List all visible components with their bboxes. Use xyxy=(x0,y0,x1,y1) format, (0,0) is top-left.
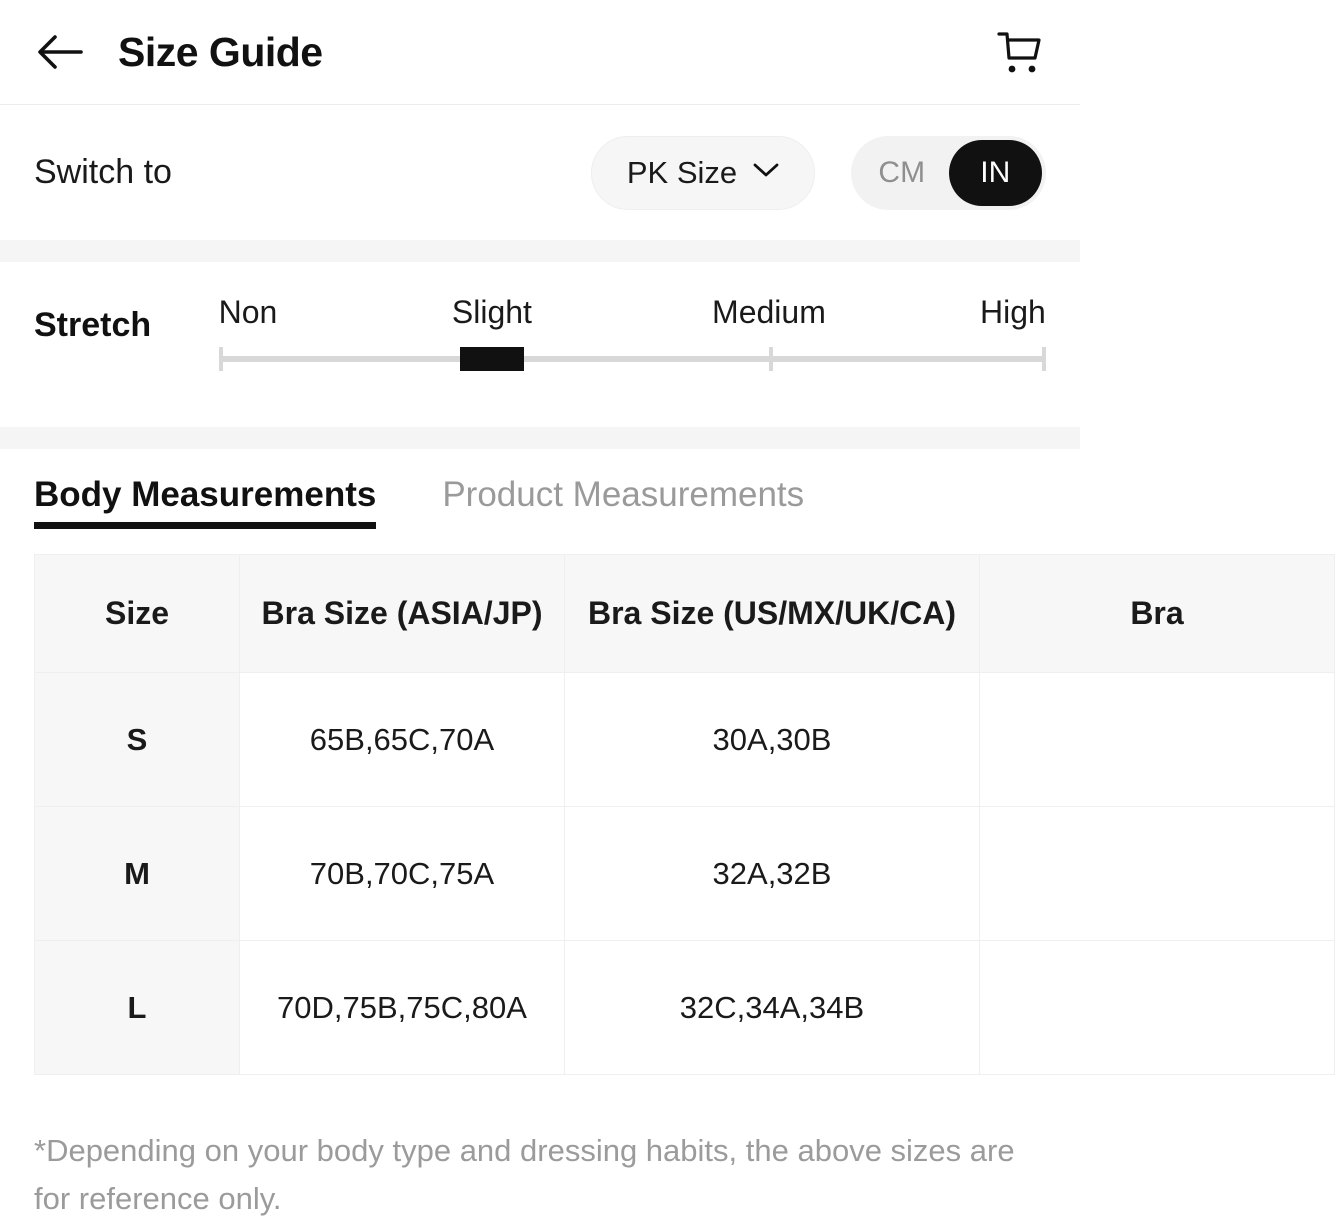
cell-bra-asia: 70D,75B,75C,80A xyxy=(240,941,565,1075)
size-table-scroll-area[interactable] xyxy=(0,554,1184,1099)
unit-toggle[interactable] xyxy=(851,136,1046,210)
stretch-tick-medium: Medium xyxy=(712,294,826,330)
back-arrow-icon[interactable] xyxy=(34,26,86,78)
section-divider-top xyxy=(0,240,1080,262)
section-divider-bottom xyxy=(0,427,1080,449)
header-bar xyxy=(0,0,1080,105)
cell-bra-us: 30A,30B xyxy=(565,673,980,807)
size-table xyxy=(34,554,1335,1075)
cell-size: L xyxy=(35,941,240,1075)
stretch-track-mid-tick xyxy=(769,347,773,371)
table-row xyxy=(35,941,1335,1075)
table-header-row xyxy=(35,555,1335,673)
stretch-label: Stretch xyxy=(34,306,152,344)
cell-bra-extra xyxy=(980,673,1335,807)
cell-size: S xyxy=(35,673,240,807)
header-bra-asia: Bra Size (ASIA/JP) xyxy=(240,555,565,673)
stretch-track-end-tick xyxy=(1042,347,1046,371)
header-bra-extra: Bra xyxy=(980,555,1335,673)
cell-bra-extra xyxy=(980,941,1335,1075)
cell-bra-asia: 70B,70C,75A xyxy=(240,807,565,941)
stretch-scale[interactable] xyxy=(219,294,1046,394)
header-bra-us: Bra Size (US/MX/UK/CA) xyxy=(565,555,980,673)
cell-bra-extra xyxy=(980,807,1335,941)
stretch-thumb[interactable] xyxy=(460,347,524,371)
tab-product-measurements[interactable]: Product Measurements xyxy=(442,474,805,514)
cell-bra-asia: 65B,65C,70A xyxy=(240,673,565,807)
switch-to-label: Switch to xyxy=(34,153,172,191)
switch-to-row xyxy=(0,105,1080,240)
page-title: Size Guide xyxy=(118,28,323,75)
table-row xyxy=(35,807,1335,941)
stretch-track xyxy=(219,356,1046,362)
size-disclaimer: *Depending on your body type and dressing habits, the above sizes are for reference only. xyxy=(34,1132,1015,1216)
tab-body-measurements[interactable]: Body Measurements xyxy=(34,475,376,529)
unit-option-in[interactable]: IN xyxy=(949,140,1043,206)
cell-size: M xyxy=(35,807,240,941)
stretch-section xyxy=(0,262,1080,427)
cell-bra-us: 32A,32B xyxy=(565,807,980,941)
stretch-tick-slight: Slight xyxy=(451,294,532,330)
measurement-tabs xyxy=(0,449,1080,554)
shopping-cart-icon[interactable] xyxy=(988,23,1046,81)
table-row xyxy=(35,673,1335,807)
unit-option-cm[interactable]: CM xyxy=(878,155,926,189)
chevron-down-icon xyxy=(753,162,779,183)
stretch-tick-high: High xyxy=(980,294,1046,330)
size-system-value: PK Size xyxy=(626,154,738,190)
header-size: Size xyxy=(35,555,240,673)
stretch-track-start-tick xyxy=(219,347,223,371)
size-system-dropdown[interactable] xyxy=(591,136,815,210)
cell-bra-us: 32C,34A,34B xyxy=(565,941,980,1075)
stretch-tick-non: Non xyxy=(218,294,278,330)
size-table-head xyxy=(35,555,1335,673)
size-table-body xyxy=(35,673,1335,1075)
